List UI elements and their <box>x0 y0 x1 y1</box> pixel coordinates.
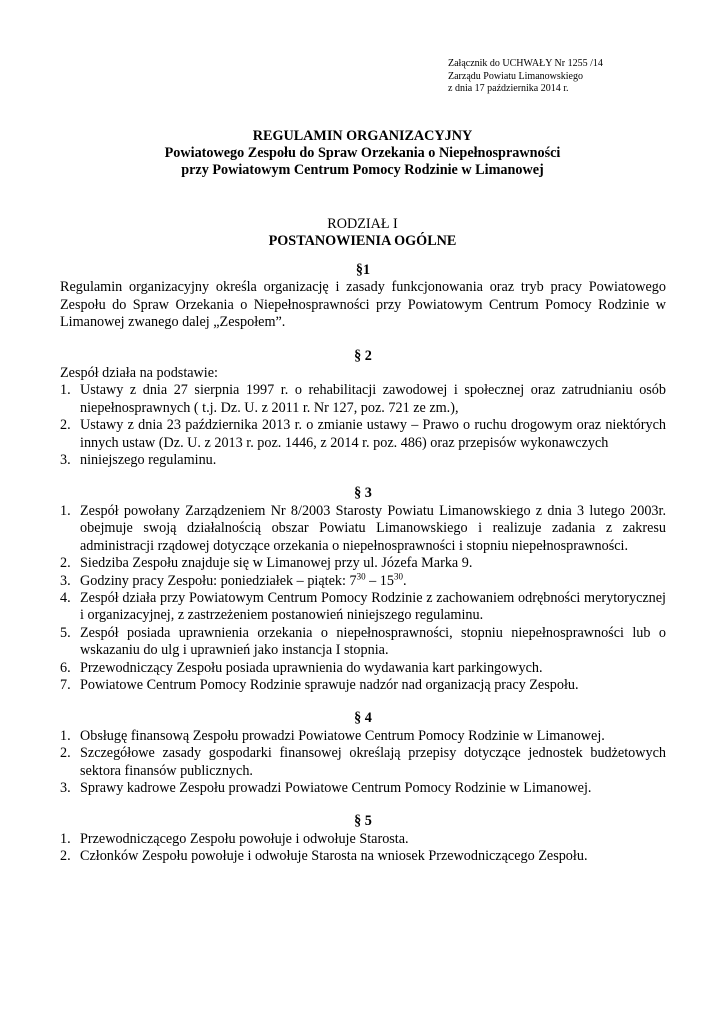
annex-line-1: Załącznik do UCHWAŁY Nr 1255 /14 <box>448 58 603 69</box>
list-item <box>60 848 666 865</box>
document-body <box>60 262 666 866</box>
chapter-heading <box>60 216 665 250</box>
list-item <box>60 677 666 694</box>
section-3-heading: § 3 <box>354 485 372 502</box>
list-item-number: 5. <box>60 624 71 641</box>
chapter-label: RODZIAŁ I <box>327 216 398 232</box>
section-2-intro: Zespół działa na podstawie: <box>60 365 218 382</box>
title-line-3: przy Powiatowym Centrum Pomocy Rodzinie w Limanowej <box>181 162 544 178</box>
annex-line-2: Zarządu Powiatu Limanowskiego <box>448 70 583 82</box>
section-2-heading: § 2 <box>354 347 372 364</box>
list-item-number: 7. <box>60 676 71 693</box>
section-2-list <box>60 382 666 469</box>
list-item-number: 3. <box>60 779 71 796</box>
list-item-text: Zespół posiada uprawnienia orzekania o niepełnosprawności, stopniu niepełnosprawności lub o wskazaniu do ulg i uprawnień jako instancja I stopnia. <box>80 624 666 659</box>
working-hours-prefix: Godziny pracy Zespołu: poniedziałek – piątek: 7 <box>80 572 357 589</box>
section-3 <box>60 485 666 694</box>
section-1-heading: §1 <box>355 262 371 278</box>
list-item-text: Przewodniczącego Zespołu powołuje i odwołuje Starosta. <box>80 830 409 847</box>
title-line-1: REGULAMIN ORGANIZACYJNY <box>252 128 473 144</box>
section-3-list <box>60 503 666 694</box>
section-5-list <box>60 831 666 866</box>
working-hours-text <box>80 570 666 590</box>
list-item-text: Siedziba Zespołu znajduje się w Limanowej przy ul. Józefa Marka 9. <box>80 555 473 572</box>
title-line-2: Powiatowego Zespołu do Spraw Orzekania o Niepełnosprawności <box>164 145 561 161</box>
document-title <box>60 128 665 179</box>
section-5-heading: § 5 <box>354 813 372 830</box>
list-item <box>60 570 666 590</box>
list-item <box>60 745 666 780</box>
list-item <box>60 728 666 745</box>
list-item-text: Przewodniczący Zespołu posiada uprawnienia do wydawania kart parkingowych. <box>80 659 543 676</box>
list-item-text: Zespół powołany Zarządzeniem Nr 8/2003 Starosty Powiatu Limanowskiego z dnia 3 lutego 2003r. obejmuje swoją działalnością obszar Powiatu Limanowskiego i realizuje zadania z zakresu administracji rządowej dotyczące orzekania o niepełnosprawności i stopniu niepełnosprawności. <box>80 502 666 554</box>
list-item-number: 1. <box>60 727 71 744</box>
end-minutes: 30 <box>393 570 403 581</box>
list-item-number: 1. <box>60 502 71 519</box>
annex-note <box>448 58 603 96</box>
list-item-text: Powiatowe Centrum Pomocy Rodzinie sprawuje nadzór nad organizacją pracy Zespołu. <box>80 676 579 693</box>
list-item <box>60 590 666 625</box>
section-5 <box>60 813 666 865</box>
list-item-text: Sprawy kadrowe Zespołu prowadzi Powiatowe Centrum Pomocy Rodzinie w Limanowej. <box>80 779 592 796</box>
section-1-text: Regulamin organizacyjny określa organizację i zasady funkcjonowania oraz tryb pracy Powiatowego Zespołu do Spraw Orzekania o Niepełnosprawności przy Powiatowym Centrum Pomocy Rodzinie w Limanowej zwanego dalej „Zespołem”. <box>60 279 666 331</box>
list-item-number: 4. <box>60 589 71 606</box>
list-item <box>60 503 666 555</box>
list-item-text: Ustawy z dnia 23 października 2013 r. o zmianie ustawy – Prawo o ruchu drogowym oraz niektórych innych ustaw (Dz. U. z 2013 r. poz. 1446, z 2014 r. poz. 486) oraz przepisów wykonawczych <box>80 417 666 451</box>
list-item <box>60 625 666 660</box>
list-item-number: 3. <box>60 572 71 589</box>
list-item-text: Członków Zespołu powołuje i odwołuje Starosta na wniosek Przewodniczącego Zespołu. <box>80 848 588 865</box>
list-item-number: 3. <box>60 452 71 469</box>
list-item-number: 1. <box>60 830 71 847</box>
start-minutes: 30 <box>356 570 366 581</box>
list-item-text: Szczegółowe zasady gospodarki finansowej określają przepisy dotyczące jednostek budżetowych sektora finansów publicznych. <box>80 745 666 779</box>
working-hours-mid: – 15 <box>365 572 394 589</box>
list-item-number: 1. <box>60 382 71 399</box>
list-item-number: 2. <box>60 848 71 865</box>
section-4-heading: § 4 <box>354 710 372 727</box>
list-item-number: 2. <box>60 417 71 434</box>
list-item-number: 2. <box>60 745 71 762</box>
list-item-text: Ustawy z dnia 27 sierpnia 1997 r. o rehabilitacji zawodowej i społecznej oraz zatrudnianiu osób niepełnosprawnych ( t.j. Dz. U. z 2011 r. Nr 127, poz. 721 ze zm.), <box>80 382 666 416</box>
list-item <box>60 452 666 469</box>
list-item-number: 2. <box>60 555 71 572</box>
working-hours-suffix: . <box>402 572 407 589</box>
list-item-number: 6. <box>60 659 71 676</box>
section-4 <box>60 710 666 797</box>
list-item-text: Zespół działa przy Powiatowym Centrum Pomocy Rodzinie z zachowaniem odrębności merytorycznej i organizacyjnej, z zastrzeżeniem postanowień niniejszego regulaminu. <box>80 589 666 624</box>
list-item <box>60 382 666 417</box>
annex-line-3: z dnia 17 października 2014 r. <box>448 83 569 94</box>
list-item <box>60 417 666 452</box>
section-4-list <box>60 728 666 798</box>
list-item <box>60 660 666 677</box>
section-2 <box>60 348 666 470</box>
list-item-text: Obsługę finansową Zespołu prowadzi Powiatowe Centrum Pomocy Rodzinie w Limanowej. <box>80 727 605 744</box>
list-item-text: niniejszego regulaminu. <box>80 452 217 469</box>
list-item <box>60 831 666 848</box>
chapter-name: POSTANOWIENIA OGÓLNE <box>268 233 457 249</box>
list-item <box>60 780 666 797</box>
section-1 <box>60 262 666 332</box>
